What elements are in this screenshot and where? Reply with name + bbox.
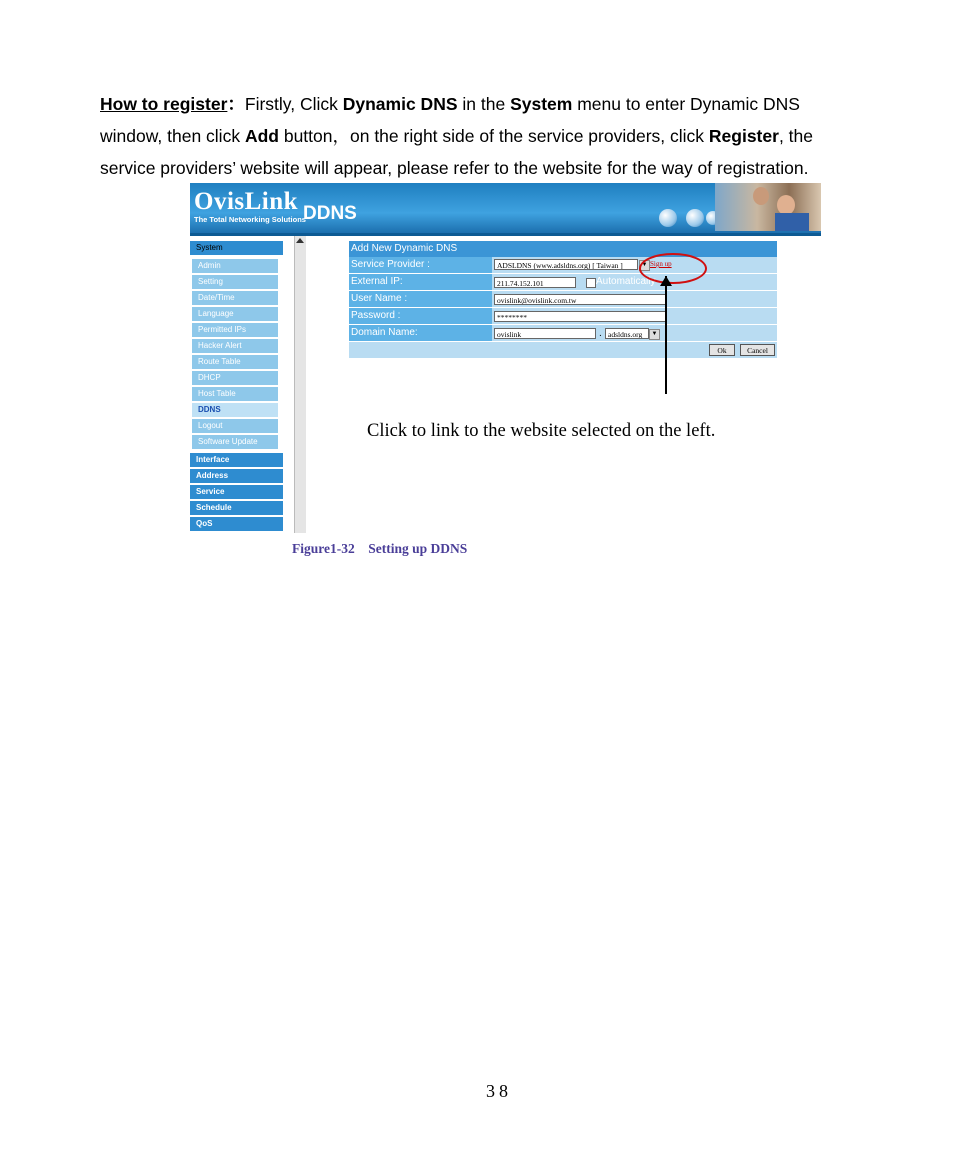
sign-up-link[interactable]: Sign up [650, 260, 672, 268]
banner-underline [190, 233, 821, 236]
password-row [349, 308, 777, 325]
button-row [349, 342, 777, 359]
automatically-label: Automatically [596, 276, 656, 287]
photo-figure [753, 187, 769, 205]
bold-dynamic-dns: Dynamic DNS [342, 94, 458, 114]
bold-system: System [510, 94, 573, 114]
ovislink-logo: OvisLink [194, 188, 299, 215]
figure-caption: Figure1-32 Setting up DDNS [292, 541, 468, 556]
paragraph-line-3: service providers’ website will appear, please refer to the website for the way of registration. [100, 158, 809, 178]
paragraph-line-1 [100, 88, 900, 120]
cancel-button[interactable]: Cancel [740, 344, 775, 356]
domain-suffix-select[interactable]: adsldns.org [605, 328, 649, 339]
external-ip-label: External IP: [349, 274, 492, 290]
chevron-down-icon[interactable]: ▼ [639, 260, 650, 271]
domain-name-row [349, 325, 777, 342]
bold-register: Register [708, 126, 779, 146]
sidebar-item-address[interactable]: Address [190, 469, 283, 483]
text: in the [457, 94, 511, 114]
text: menu to enter Dynamic DNS [572, 94, 800, 114]
user-name-row [349, 291, 777, 308]
text: , the [778, 126, 813, 146]
bold-add: Add [244, 126, 279, 146]
highlight-ellipse [639, 253, 707, 284]
sidebar-item-host-table[interactable]: Host Table [192, 387, 278, 401]
text: button，on the right side of the service providers, click [278, 126, 709, 146]
service-provider-select[interactable]: ADSLDNS (www.adsldns.org) [ Taiwan ] [494, 259, 638, 270]
user-name-field[interactable]: ovislink@ovislink.com.tw [494, 294, 666, 305]
sidebar-item-logout[interactable]: Logout [192, 419, 278, 433]
heading-colon: ： [227, 94, 245, 114]
sidebar-item-software-update[interactable]: Software Update [192, 435, 278, 449]
domain-name-field[interactable]: ovislink [494, 328, 596, 339]
scrollbar[interactable] [294, 236, 306, 533]
form-header [349, 241, 777, 258]
external-ip-field[interactable]: 211.74.152.101 [494, 277, 576, 288]
text: window, then click [100, 126, 245, 146]
ddns-screenshot [190, 183, 821, 533]
sidebar-item-hacker-alert[interactable]: Hacker Alert [192, 339, 278, 353]
domain-name-label: Domain Name: [349, 325, 492, 341]
arrow-head-icon [660, 276, 672, 286]
heading: How to register [100, 94, 228, 114]
user-name-label: User Name : [349, 291, 492, 307]
text: Firstly, Click [244, 94, 343, 114]
sidebar-item-date-time[interactable]: Date/Time [192, 291, 278, 305]
ok-button[interactable]: Ok [709, 344, 735, 356]
password-field[interactable]: ******** [494, 311, 666, 322]
sidebar-item-dhcp[interactable]: DHCP [192, 371, 278, 385]
sidebar-item-setting[interactable]: Setting [192, 275, 278, 289]
sidebar-item-system[interactable]: System [190, 241, 283, 255]
sidebar-item-ddns[interactable]: DDNS [192, 403, 278, 417]
sidebar-item-admin[interactable]: Admin [192, 259, 278, 273]
logo-tagline: The Total Networking Solutions [194, 215, 306, 224]
globe-icon [659, 209, 677, 227]
photo-figure [775, 213, 809, 231]
globe-icon [686, 209, 704, 227]
domain-dot: . [599, 328, 602, 339]
sidebar-item-permitted-ips[interactable]: Permitted IPs [192, 323, 278, 337]
banner-photo [715, 183, 821, 231]
sidebar-item-route-table[interactable]: Route Table [192, 355, 278, 369]
sidebar-item-qos[interactable]: QoS [190, 517, 283, 531]
service-provider-label: Service Provider : [349, 257, 492, 273]
service-provider-row [349, 257, 777, 274]
automatically-checkbox[interactable] [586, 278, 596, 288]
sidebar-item-schedule[interactable]: Schedule [190, 501, 283, 515]
sidebar-item-language[interactable]: Language [192, 307, 278, 321]
external-ip-row [349, 274, 777, 291]
page-title: DDNS [303, 203, 357, 224]
instruction-paragraph [100, 88, 900, 184]
photo-figure [777, 195, 795, 215]
scroll-up-icon[interactable] [296, 238, 304, 243]
pointer-arrow [665, 276, 667, 394]
form-title: Add New Dynamic DNS [349, 241, 777, 257]
chevron-down-icon[interactable]: ▼ [649, 329, 660, 340]
password-label: Password : [349, 308, 492, 324]
paragraph-line-2 [100, 120, 900, 152]
sidebar-item-service[interactable]: Service [190, 485, 283, 499]
annotation-text: Click to link to the website selected on the left. [367, 421, 716, 441]
sidebar-item-interface[interactable]: Interface [190, 453, 283, 467]
page-number: 38 [486, 1081, 512, 1101]
